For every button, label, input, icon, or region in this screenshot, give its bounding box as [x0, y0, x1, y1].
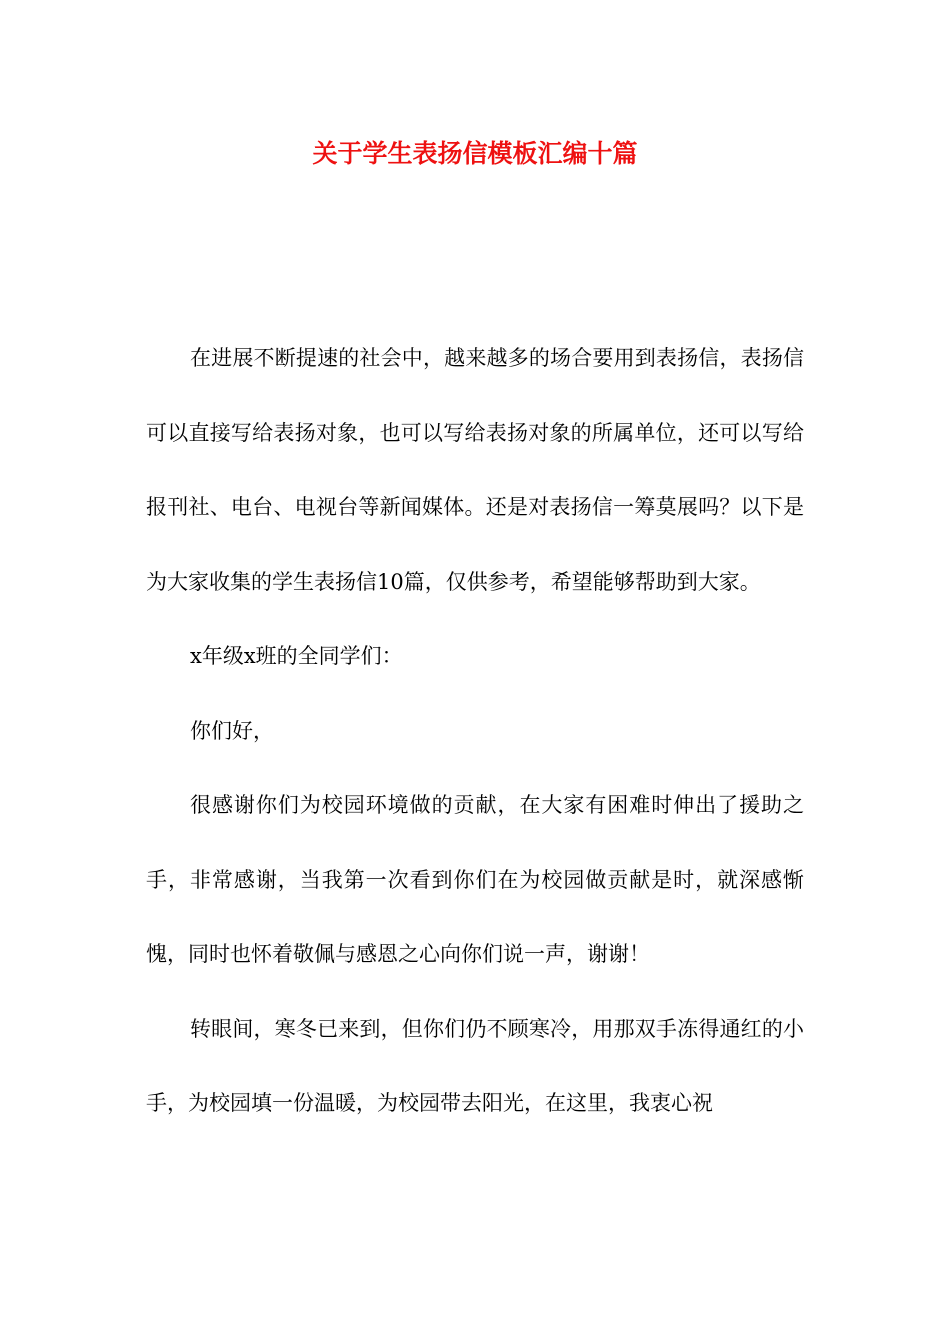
- paragraph-thanks: 很感谢你们为校园环境做的贡献，在大家有困难时伸出了援助之手，非常感谢，当我第一次看到你们在为校园做贡献是时，就深感惭愧，同时也怀着敬佩与感恩之心向你们说一声，谢谢！: [146, 793, 804, 966]
- paragraph-salutation: x年级x班的全同学们：: [190, 644, 403, 668]
- document-title: 关于学生表扬信模板汇编十篇: [312, 139, 638, 168]
- document-body: [146, 321, 804, 1141]
- paragraph-winter: 转眼间，寒冬已来到，但你们仍不顾寒冷，用那双手冻得通红的小手，为校园填一份温暖，为校园带去阳光，在这里，我衷心祝: [146, 1016, 804, 1115]
- paragraph-intro: 在进展不断提速的社会中，越来越多的场合要用到表扬信，表扬信可以直接写给表扬对象，也可以写给表扬对象的所属单位，还可以写给报刊社、电台、电视台等新闻媒体。还是对表扬信一筹莫展吗？以下是为大家收集的学生表扬信10篇，仅供参考，希望能够帮助到大家。: [146, 346, 804, 594]
- paragraph-greeting: 你们好，: [190, 718, 274, 743]
